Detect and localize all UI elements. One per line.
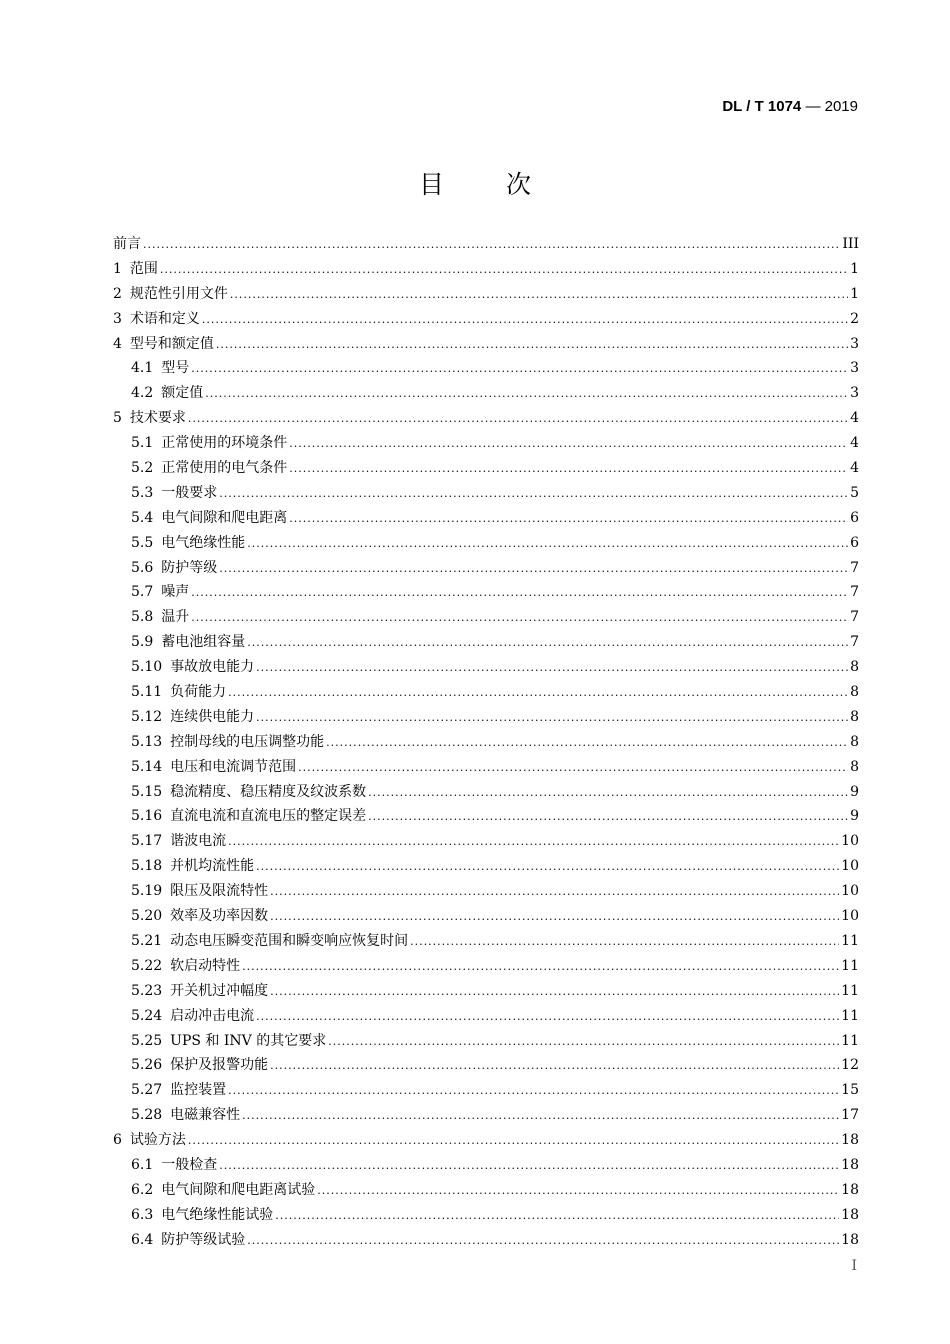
document-code-year: — 2019 bbox=[805, 98, 858, 115]
toc-leader-dots bbox=[205, 382, 848, 407]
toc-entry-page: 8 bbox=[850, 758, 859, 775]
toc-leader-dots bbox=[228, 830, 839, 855]
toc-leader-dots bbox=[219, 482, 848, 507]
toc-entry-text: 防护等级试验 bbox=[161, 1231, 246, 1248]
toc-leader-dots bbox=[230, 283, 848, 308]
toc-entry-label bbox=[131, 381, 203, 406]
toc-leader-dots bbox=[326, 731, 848, 756]
toc-entry-label bbox=[131, 1178, 315, 1203]
toc-entry-page: 11 bbox=[841, 1007, 859, 1024]
toc-entry-number: 3 bbox=[113, 310, 122, 327]
toc-entry-page: 7 bbox=[850, 634, 859, 651]
toc-entry-label bbox=[113, 257, 158, 282]
toc-entry[interactable] bbox=[113, 655, 859, 680]
toc-entry[interactable] bbox=[113, 929, 859, 954]
toc-leader-dots bbox=[270, 905, 839, 930]
toc-entry-page: 1 bbox=[850, 260, 859, 277]
toc-entry-page: 10 bbox=[841, 908, 859, 925]
toc-entry-text: 事故放电能力 bbox=[170, 659, 255, 676]
page-number: I bbox=[851, 1258, 857, 1274]
document-code bbox=[722, 98, 858, 115]
toc-entry-page: III bbox=[842, 236, 859, 252]
toc-entry-page: 6 bbox=[850, 509, 859, 526]
toc-entry-label bbox=[131, 1029, 326, 1054]
toc-entry-number: 4 bbox=[113, 335, 122, 352]
toc-leader-dots bbox=[202, 308, 848, 333]
toc-leader-dots bbox=[247, 631, 848, 656]
toc-entry[interactable] bbox=[113, 257, 859, 282]
toc-entry-number: 5.14 bbox=[131, 758, 163, 775]
table-of-contents bbox=[113, 232, 859, 1253]
toc-entry-text: 一般要求 bbox=[161, 484, 218, 501]
toc-entry-number: 4.2 bbox=[131, 385, 154, 402]
toc-entry-text: 前言 bbox=[113, 236, 141, 252]
toc-leader-dots bbox=[270, 980, 839, 1005]
toc-entry[interactable] bbox=[113, 705, 859, 730]
toc-entry-label bbox=[131, 1004, 254, 1029]
toc-leader-dots bbox=[242, 955, 839, 980]
toc-entry-page: 7 bbox=[850, 559, 859, 576]
toc-entry[interactable] bbox=[113, 1178, 859, 1203]
toc-entry-label bbox=[113, 307, 200, 332]
toc-leader-dots bbox=[317, 1179, 839, 1204]
toc-entry-label bbox=[131, 1228, 245, 1253]
toc-entry-text: 技术要求 bbox=[129, 410, 186, 427]
toc-entry-text: 规范性引用文件 bbox=[129, 285, 228, 302]
toc-entry-page: 7 bbox=[850, 584, 859, 601]
toc-leader-dots bbox=[256, 656, 848, 681]
toc-leader-dots bbox=[256, 706, 848, 731]
toc-entry-text: 直流电流和直流电压的整定误差 bbox=[170, 808, 367, 825]
toc-leader-dots bbox=[410, 930, 839, 955]
toc-entry-page: 18 bbox=[841, 1156, 859, 1173]
toc-entry-text: 开关机过冲幅度 bbox=[170, 982, 269, 999]
toc-entry-label bbox=[131, 804, 366, 829]
toc-entry-text: 负荷能力 bbox=[170, 684, 227, 701]
toc-entry-label bbox=[131, 506, 287, 531]
toc-entry-page: 10 bbox=[841, 833, 859, 850]
toc-entry[interactable] bbox=[113, 630, 859, 655]
toc-entry-page: 11 bbox=[841, 1032, 859, 1049]
toc-entry-page: 18 bbox=[841, 1132, 859, 1149]
toc-entry[interactable] bbox=[113, 1228, 859, 1253]
toc-entry-label bbox=[131, 755, 296, 780]
toc-leader-dots bbox=[298, 756, 848, 781]
toc-leader-dots bbox=[188, 407, 848, 432]
toc-entry[interactable] bbox=[113, 879, 859, 904]
toc-entry-number: 5.17 bbox=[131, 833, 163, 850]
toc-entry-number: 6 bbox=[113, 1132, 122, 1149]
toc-entry-number: 6.1 bbox=[131, 1156, 154, 1173]
toc-entry-number: 5.26 bbox=[131, 1057, 163, 1074]
toc-entry-number: 5.8 bbox=[131, 609, 154, 626]
toc-entry-label bbox=[131, 630, 245, 655]
toc-entry-text: 电气绝缘性能 bbox=[161, 534, 246, 551]
toc-leader-dots bbox=[228, 1079, 839, 1104]
toc-entry-number: 5.19 bbox=[131, 883, 163, 900]
toc-entry-number: 5.6 bbox=[131, 559, 154, 576]
toc-entry-number: 5.23 bbox=[131, 982, 163, 999]
toc-entry-page: 18 bbox=[841, 1181, 859, 1198]
toc-entry-label bbox=[131, 481, 217, 506]
toc-entry-label bbox=[131, 456, 287, 481]
toc-entry-number: 5.27 bbox=[131, 1082, 163, 1099]
toc-entry-page: 4 bbox=[850, 410, 859, 427]
toc-entry-label bbox=[131, 1153, 217, 1178]
toc-entry-label bbox=[131, 730, 324, 755]
toc-entry-number: 5.24 bbox=[131, 1007, 163, 1024]
toc-entry-label bbox=[131, 605, 189, 630]
toc-entry-label bbox=[131, 1203, 273, 1228]
toc-entry[interactable] bbox=[113, 1029, 859, 1054]
toc-leader-dots bbox=[219, 557, 848, 582]
toc-entry-text: 额定值 bbox=[161, 385, 204, 402]
toc-entry[interactable] bbox=[113, 680, 859, 705]
toc-entry-text: 限压及限流特性 bbox=[170, 883, 269, 900]
toc-entry-label bbox=[113, 406, 186, 431]
toc-entry-label bbox=[131, 1103, 240, 1128]
toc-entry-number: 5.4 bbox=[131, 509, 154, 526]
toc-leader-dots bbox=[256, 1005, 839, 1030]
toc-entry-number: 5.13 bbox=[131, 733, 163, 750]
toc-leader-dots bbox=[160, 258, 848, 283]
toc-entry-number: 5.22 bbox=[131, 957, 163, 974]
toc-entry[interactable] bbox=[113, 1153, 859, 1178]
toc-entry-number: 5.28 bbox=[131, 1107, 163, 1124]
toc-entry-label bbox=[131, 829, 226, 854]
toc-entry-label bbox=[113, 232, 141, 257]
toc-entry-label bbox=[131, 556, 217, 581]
toc-entry-number: 5.15 bbox=[131, 783, 163, 800]
toc-entry-label bbox=[131, 1053, 268, 1078]
toc-entry-page: 3 bbox=[850, 360, 859, 377]
toc-leader-dots bbox=[328, 1030, 839, 1055]
toc-entry-label bbox=[113, 332, 214, 357]
toc-entry-label bbox=[113, 1128, 186, 1153]
toc-entry-text: 正常使用的环境条件 bbox=[161, 435, 288, 452]
toc-entry[interactable] bbox=[113, 730, 859, 755]
toc-entry-number: 5.16 bbox=[131, 808, 163, 825]
toc-entry-number: 2 bbox=[113, 285, 122, 302]
toc-entry-text: 型号和额定值 bbox=[129, 335, 214, 352]
toc-entry-number: 5.25 bbox=[131, 1032, 163, 1049]
toc-entry-page: 4 bbox=[850, 435, 859, 452]
toc-entry-page: 10 bbox=[841, 858, 859, 875]
toc-entry[interactable] bbox=[113, 356, 859, 381]
toc-entry-text: 电气绝缘性能试验 bbox=[161, 1206, 274, 1223]
toc-entry-text: 电气间隙和爬电距离 bbox=[161, 509, 288, 526]
toc-entry-text: UPS 和 INV 的其它要求 bbox=[170, 1032, 327, 1049]
toc-entry-text: 一般检查 bbox=[161, 1156, 218, 1173]
toc-entry-number: 5.5 bbox=[131, 534, 154, 551]
toc-entry-text: 软启动特性 bbox=[170, 957, 241, 974]
toc-leader-dots bbox=[289, 457, 848, 482]
toc-entry-text: 连续供电能力 bbox=[170, 708, 255, 725]
toc-entry-label bbox=[131, 531, 245, 556]
toc-entry-page: 15 bbox=[841, 1082, 859, 1099]
toc-entry-number: 5.20 bbox=[131, 908, 163, 925]
toc-entry-text: 温升 bbox=[161, 609, 190, 626]
toc-entry-page: 18 bbox=[841, 1231, 859, 1248]
toc-entry-number: 5.11 bbox=[131, 684, 163, 701]
toc-entry[interactable] bbox=[113, 332, 859, 357]
toc-entry-page: 11 bbox=[841, 982, 859, 999]
toc-entry-page: 17 bbox=[841, 1107, 859, 1124]
toc-entry[interactable] bbox=[113, 456, 859, 481]
toc-entry-text: 监控装置 bbox=[170, 1082, 227, 1099]
toc-entry-label bbox=[131, 854, 254, 879]
toc-entry-text: 范围 bbox=[129, 260, 158, 277]
toc-entry-label bbox=[131, 680, 226, 705]
toc-entry-number: 5.21 bbox=[131, 932, 163, 949]
toc-entry-page: 9 bbox=[850, 783, 859, 800]
toc-entry-number: 1 bbox=[113, 260, 122, 277]
toc-entry-page: 10 bbox=[841, 883, 859, 900]
toc-leader-dots bbox=[216, 333, 848, 358]
toc-entry-number: 6.3 bbox=[131, 1206, 154, 1223]
toc-entry-text: 启动冲击电流 bbox=[170, 1007, 255, 1024]
toc-entry[interactable] bbox=[113, 1053, 859, 1078]
toc-entry-text: 效率及功率因数 bbox=[170, 908, 269, 925]
toc-entry[interactable] bbox=[113, 755, 859, 780]
toc-entry-number: 6.4 bbox=[131, 1231, 154, 1248]
toc-entry-label bbox=[113, 282, 228, 307]
toc-entry[interactable] bbox=[113, 979, 859, 1004]
toc-entry-text: 型号 bbox=[161, 360, 190, 377]
toc-entry-page: 2 bbox=[850, 310, 859, 327]
toc-leader-dots bbox=[242, 1104, 839, 1129]
toc-entry-text: 噪声 bbox=[161, 584, 190, 601]
page-title: 目次 bbox=[418, 170, 593, 199]
toc-entry-label bbox=[131, 705, 254, 730]
toc-entry[interactable] bbox=[113, 531, 859, 556]
toc-entry[interactable] bbox=[113, 506, 859, 531]
toc-entry-label bbox=[131, 879, 268, 904]
toc-entry-page: 3 bbox=[850, 335, 859, 352]
toc-entry[interactable] bbox=[113, 854, 859, 879]
toc-entry-label bbox=[131, 1078, 226, 1103]
toc-entry[interactable] bbox=[113, 232, 859, 257]
toc-entry[interactable] bbox=[113, 829, 859, 854]
toc-entry-page: 5 bbox=[850, 484, 859, 501]
toc-entry[interactable] bbox=[113, 954, 859, 979]
toc-entry-page: 9 bbox=[850, 808, 859, 825]
toc-entry-page: 8 bbox=[850, 684, 859, 701]
toc-entry-label bbox=[131, 979, 268, 1004]
toc-leader-dots bbox=[247, 532, 848, 557]
toc-entry-text: 保护及报警功能 bbox=[170, 1057, 269, 1074]
toc-leader-dots bbox=[191, 581, 848, 606]
toc-entry-page: 12 bbox=[841, 1057, 859, 1074]
toc-entry-text: 蓄电池组容量 bbox=[161, 634, 246, 651]
toc-entry-number: 6.2 bbox=[131, 1181, 154, 1198]
toc-leader-dots bbox=[143, 233, 840, 258]
toc-entry-number: 5.9 bbox=[131, 634, 154, 651]
toc-leader-dots bbox=[289, 507, 848, 532]
toc-leader-dots bbox=[191, 357, 848, 382]
toc-entry-number: 5.3 bbox=[131, 484, 154, 501]
toc-entry-label bbox=[131, 904, 268, 929]
toc-entry-text: 控制母线的电压调整功能 bbox=[170, 733, 325, 750]
toc-entry-label bbox=[131, 356, 189, 381]
toc-entry-label bbox=[131, 580, 189, 605]
toc-entry[interactable] bbox=[113, 1078, 859, 1103]
toc-leader-dots bbox=[256, 855, 839, 880]
toc-entry-text: 正常使用的电气条件 bbox=[161, 460, 288, 477]
toc-entry-number: 5.18 bbox=[131, 858, 163, 875]
toc-entry[interactable] bbox=[113, 1004, 859, 1029]
toc-entry[interactable] bbox=[113, 804, 859, 829]
toc-entry-page: 11 bbox=[841, 932, 859, 949]
toc-entry-page: 8 bbox=[850, 733, 859, 750]
toc-leader-dots bbox=[228, 681, 848, 706]
toc-leader-dots bbox=[289, 432, 848, 457]
toc-entry[interactable] bbox=[113, 381, 859, 406]
toc-leader-dots bbox=[270, 880, 839, 905]
toc-entry-text: 防护等级 bbox=[161, 559, 218, 576]
toc-entry-page: 18 bbox=[841, 1206, 859, 1223]
toc-entry-page: 8 bbox=[850, 659, 859, 676]
toc-entry-text: 电压和电流调节范围 bbox=[170, 758, 297, 775]
toc-entry[interactable] bbox=[113, 1128, 859, 1153]
toc-entry-number: 5.10 bbox=[131, 659, 163, 676]
toc-leader-dots bbox=[368, 781, 848, 806]
toc-leader-dots bbox=[191, 606, 848, 631]
toc-entry-label bbox=[131, 780, 366, 805]
toc-entry-text: 稳流精度、稳压精度及纹波系数 bbox=[170, 783, 367, 800]
toc-entry-page: 6 bbox=[850, 534, 859, 551]
toc-entry-page: 1 bbox=[850, 285, 859, 302]
toc-entry-number: 5.7 bbox=[131, 584, 154, 601]
toc-entry-text: 并机均流性能 bbox=[170, 858, 255, 875]
toc-entry-number: 5.12 bbox=[131, 708, 163, 725]
toc-entry[interactable] bbox=[113, 605, 859, 630]
toc-leader-dots bbox=[270, 1054, 839, 1079]
toc-entry[interactable] bbox=[113, 556, 859, 581]
toc-entry[interactable] bbox=[113, 780, 859, 805]
toc-entry-page: 4 bbox=[850, 460, 859, 477]
toc-entry[interactable] bbox=[113, 580, 859, 605]
toc-leader-dots bbox=[247, 1229, 839, 1254]
toc-entry-number: 4.1 bbox=[131, 360, 154, 377]
toc-entry-text: 电气间隙和爬电距离试验 bbox=[161, 1181, 316, 1198]
toc-entry-number: 5.2 bbox=[131, 460, 154, 477]
toc-entry-text: 动态电压瞬变范围和瞬变响应恢复时间 bbox=[170, 932, 409, 949]
toc-entry[interactable] bbox=[113, 481, 859, 506]
toc-leader-dots bbox=[368, 805, 848, 830]
toc-entry[interactable] bbox=[113, 431, 859, 456]
toc-entry-number: 5 bbox=[113, 410, 122, 427]
document-code-number: DL / T 1074 bbox=[722, 98, 802, 115]
toc-entry-text: 试验方法 bbox=[129, 1132, 186, 1149]
toc-entry-page: 11 bbox=[841, 957, 859, 974]
toc-entry-label bbox=[131, 431, 287, 456]
toc-leader-dots bbox=[188, 1129, 839, 1154]
toc-entry[interactable] bbox=[113, 282, 859, 307]
toc-entry[interactable] bbox=[113, 1103, 859, 1128]
toc-entry-label bbox=[131, 655, 254, 680]
toc-entry[interactable] bbox=[113, 406, 859, 431]
toc-entry-page: 3 bbox=[850, 385, 859, 402]
toc-entry-number: 5.1 bbox=[131, 435, 154, 452]
toc-entry-label bbox=[131, 954, 240, 979]
toc-entry-page: 7 bbox=[850, 609, 859, 626]
toc-entry-text: 谐波电流 bbox=[170, 833, 227, 850]
toc-entry[interactable] bbox=[113, 307, 859, 332]
toc-entry-text: 术语和定义 bbox=[129, 310, 200, 327]
toc-entry[interactable] bbox=[113, 1203, 859, 1228]
toc-leader-dots bbox=[219, 1154, 839, 1179]
toc-entry-page: 8 bbox=[850, 708, 859, 725]
toc-entry-text: 电磁兼容性 bbox=[170, 1107, 241, 1124]
toc-entry[interactable] bbox=[113, 904, 859, 929]
toc-entry-label bbox=[131, 929, 408, 954]
toc-leader-dots bbox=[275, 1204, 839, 1229]
